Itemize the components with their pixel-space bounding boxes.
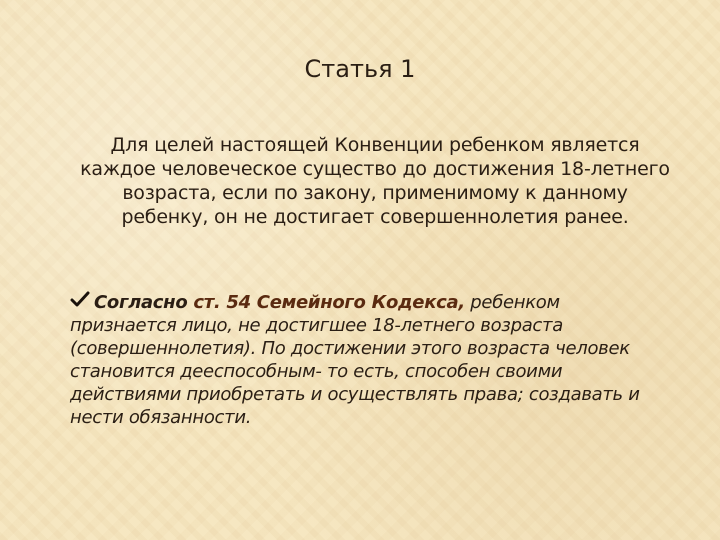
checkmark-icon bbox=[70, 290, 90, 310]
bullet-body: ребенком признается лицо, не достигшее 18-летнего возраста (совершеннолетия). По достижении этого возраста человек становится дееспособным- то есть, способен своими действиями приобретать и осуществлять права; создавать и нести обязанности. bbox=[70, 292, 640, 428]
family-code-bullet bbox=[70, 290, 670, 429]
family-code-reference: ст. 54 Семейного Кодекса, bbox=[193, 292, 465, 313]
article-title-text: Статья 1 bbox=[304, 55, 416, 83]
bullet-lead: Согласно bbox=[94, 292, 194, 313]
article-definition-text: Для целей настоящей Конвенции ребенком является каждое человеческое существо до достижения 18-летнего возраста, если по закону, применимому к данному ребенку, он не достигает совершеннолетия ранее. bbox=[80, 134, 670, 228]
article-title bbox=[0, 55, 720, 83]
